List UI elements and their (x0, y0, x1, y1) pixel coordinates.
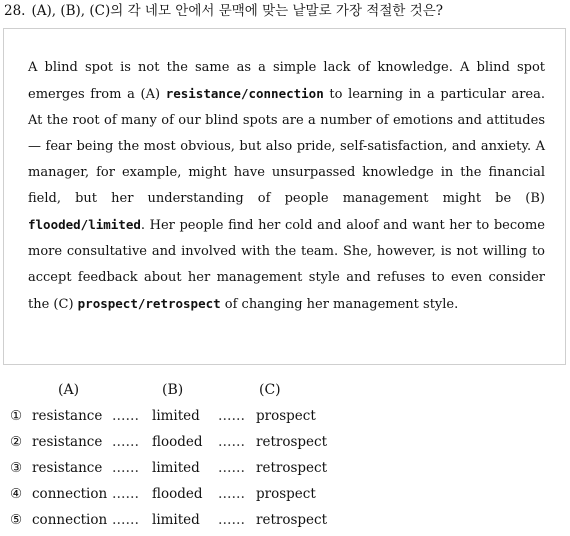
passage-box (3, 28, 566, 365)
separator-dots: …… (218, 434, 245, 450)
choice-4[interactable] (0, 484, 570, 510)
choice-marker: ① (10, 408, 23, 424)
blank-b-options: flooded/limited (28, 217, 141, 232)
question-header (4, 2, 443, 20)
choice-c-word: prospect (256, 408, 316, 424)
column-header-b: (B) (162, 382, 184, 398)
passage-text (28, 55, 545, 318)
choice-marker: ④ (10, 486, 23, 502)
passage-part-1: A blind spot is not the same as a simple lack of knowledge. A blind spot emerges from a (A) (28, 60, 545, 102)
choice-b-word: limited (152, 408, 200, 424)
choice-3[interactable] (0, 458, 570, 484)
question-number: 28. (4, 3, 26, 19)
choice-b-word: flooded (152, 486, 203, 502)
separator-dots: …… (112, 486, 139, 502)
choice-b-word: limited (152, 512, 200, 528)
passage-part-3: . Her people find her cold and aloof and want her to become more consultative and involved with the team. She, however, is not willing to accept feedback about her management style and refuses to even consider the (C) (28, 218, 545, 312)
choice-c-word: prospect (256, 486, 316, 502)
choice-2[interactable] (0, 432, 570, 458)
separator-dots: …… (112, 408, 139, 424)
separator-dots: …… (112, 512, 139, 528)
choice-1[interactable] (0, 406, 570, 432)
passage-part-2: to learning in a particular area. At the root of many of our blind spots are a number of emotions and attitudes — fear being the most obvious, but also pride, self-satisfaction, and anxiety. A manager, for example, might have unsurpassed knowledge in the financial field, but her understanding of people management might be (B) (28, 87, 545, 206)
passage-part-4: of changing her management style. (220, 297, 459, 312)
choice-a-word: resistance (32, 460, 103, 476)
choice-c-word: retrospect (256, 434, 327, 450)
blank-c-options: prospect/retrospect (77, 296, 221, 311)
separator-dots: …… (112, 460, 139, 476)
choice-a-word: resistance (32, 408, 103, 424)
question-prompt: (A), (B), (C)의 각 네모 안에서 문맥에 맞는 낱말로 가장 적절한 것은? (31, 3, 444, 19)
choice-b-word: limited (152, 460, 200, 476)
choice-c-word: retrospect (256, 512, 327, 528)
choice-a-word: connection (32, 486, 108, 502)
choice-b-word: flooded (152, 434, 203, 450)
separator-dots: …… (218, 512, 245, 528)
separator-dots: …… (112, 434, 139, 450)
separator-dots: …… (218, 460, 245, 476)
column-header-c: (C) (259, 382, 281, 398)
separator-dots: …… (218, 408, 245, 424)
choice-marker: ② (10, 434, 23, 450)
choice-a-word: connection (32, 512, 108, 528)
blank-a-options: resistance/connection (165, 86, 324, 101)
choice-marker: ⑤ (10, 512, 23, 528)
separator-dots: …… (218, 486, 245, 502)
column-header-a: (A) (58, 382, 80, 398)
choice-c-word: retrospect (256, 460, 327, 476)
choice-a-word: resistance (32, 434, 103, 450)
choice-marker: ③ (10, 460, 23, 476)
choice-5[interactable] (0, 510, 570, 536)
